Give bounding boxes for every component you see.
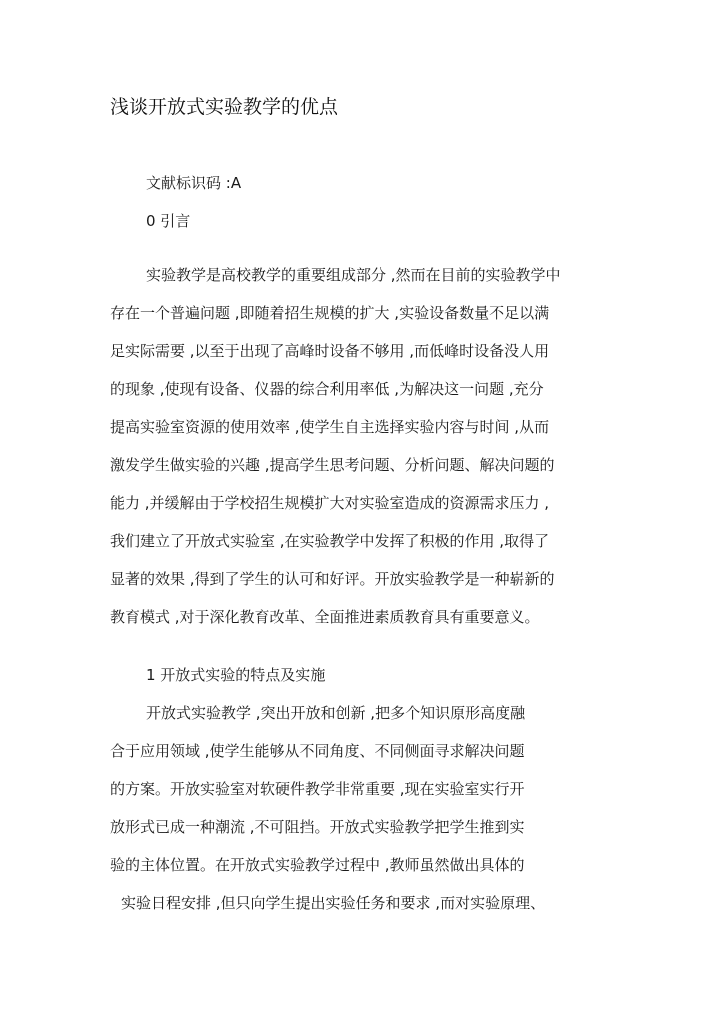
section1-line-2: 合于应用领域 ,使学生能够从不同角度、不同侧面寻求解决问题 bbox=[110, 742, 525, 760]
intro-line-5: 提高实验室资源的使用效率 ,使学生自主选择实验内容与时间 ,从而 bbox=[110, 418, 550, 436]
intro-line-7: 能力 ,并缓解由于学校招生规模扩大对实验室造成的资源需求压力 , bbox=[110, 494, 550, 512]
section1-line-4: 放形式已成一种潮流 ,不可阻挡。开放式实验教学把学生推到实 bbox=[110, 818, 525, 836]
document-code: 文献标识码 :A bbox=[146, 174, 242, 192]
section1-line-1: 开放式实验教学 ,突出开放和创新 ,把多个知识原形高度融 bbox=[146, 704, 526, 722]
section1-line-5: 验的主体位置。在开放式实验教学过程中 ,教师虽然做出具体的 bbox=[110, 856, 525, 874]
intro-line-6: 激发学生做实验的兴趣 ,提高学生思考问题、分析问题、解决问题的 bbox=[110, 456, 555, 474]
intro-line-2: 存在一个普遍问题 ,即随着招生规模的扩大 ,实验设备数量不足以满 bbox=[110, 304, 550, 322]
intro-line-9: 显著的效果 ,得到了学生的认可和好评。开放实验教学是一种崭新的 bbox=[110, 570, 555, 588]
document-title: 浅谈开放式实验教学的优点 bbox=[110, 96, 339, 118]
intro-line-8: 我们建立了开放式实验室 ,在实验教学中发挥了积极的作用 ,取得了 bbox=[110, 532, 550, 550]
section-0-heading: 0 引言 bbox=[146, 212, 191, 230]
intro-line-1: 实验教学是高校教学的重要组成部分 ,然而在目前的实验教学中 bbox=[146, 266, 561, 284]
intro-line-3: 足实际需要 ,以至于出现了高峰时设备不够用 ,而低峰时设备没人用 bbox=[110, 342, 550, 360]
section1-line-6: 实验日程安排 ,但只向学生提出实验任务和要求 ,而对实验原理、 bbox=[121, 894, 546, 912]
section-1-heading: 1 开放式实验的特点及实施 bbox=[146, 666, 326, 684]
section1-line-3: 的方案。开放实验室对软硬件教学非常重要 ,现在实验室实行开 bbox=[110, 780, 525, 798]
intro-line-4: 的现象 ,使现有设备、仪器的综合利用率低 ,为解决这一问题 ,充分 bbox=[110, 380, 544, 398]
intro-line-10: 教育模式 ,对于深化教育改革、全面推进素质教育具有重要意义。 bbox=[110, 608, 540, 626]
